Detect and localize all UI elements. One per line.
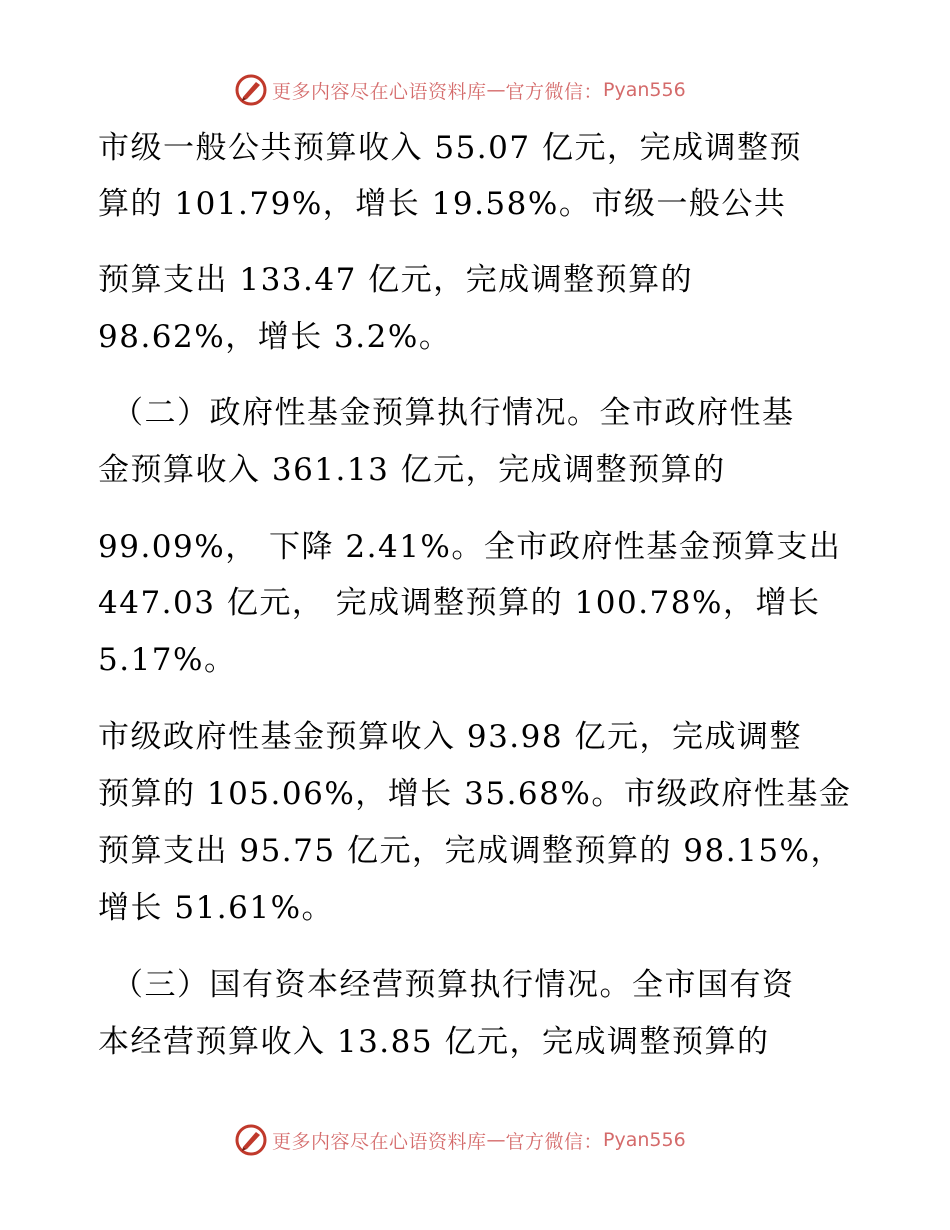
text-line-11: 预算的 105.06%，增长 35.68%。市级政府性基金 xyxy=(98,776,852,812)
header-banner-official: 官方微信： xyxy=(505,80,604,103)
text-line-5: （二）政府性基金预算执行情况。全市政府性基 xyxy=(112,395,795,431)
text-line-9: 5.17%。 xyxy=(98,642,237,678)
text-line-13: 增长 51.61%。 xyxy=(98,890,335,926)
text-line-7: 99.09%， 下降 2.41%。全市政府性基金预算支出 xyxy=(98,529,842,565)
footer-banner-text: 更多内容尽在心语资料库 xyxy=(272,1130,487,1153)
footer-banner-official: 官方微信： xyxy=(505,1130,604,1153)
text-line-12: 预算支出 95.75 亿元，完成调整预算的 98.15%， xyxy=(98,833,844,869)
header-banner-text: 更多内容尽在心语资料库 xyxy=(272,80,487,103)
footer-watermark xyxy=(234,1122,686,1158)
header-watermark xyxy=(234,72,686,108)
pen-logo-icon xyxy=(234,73,268,107)
text-line-6: 金预算收入 361.13 亿元，完成调整预算的 xyxy=(98,452,726,488)
text-line-2: 算的 101.79%，增长 19.58%。市级一般公共 xyxy=(98,186,787,222)
text-line-10: 市级政府性基金预算收入 93.98 亿元，完成调整 xyxy=(98,719,802,755)
pen-logo-icon xyxy=(234,1123,268,1157)
text-line-1: 市级一般公共预算收入 55.07 亿元，完成调整预 xyxy=(98,130,802,166)
footer-banner-separator: — xyxy=(486,1129,506,1151)
footer-banner-id: Pyan556 xyxy=(603,1129,686,1151)
header-banner-separator: — xyxy=(486,79,506,101)
text-line-15: 本经营预算收入 13.85 亿元，完成调整预算的 xyxy=(98,1024,770,1060)
text-line-4: 98.62%，增长 3.2%。 xyxy=(98,319,452,355)
text-line-8: 447.03 亿元， 完成调整预算的 100.78%，增长 xyxy=(98,585,821,621)
text-line-14: （三）国有资本经营预算执行情况。全市国有资 xyxy=(112,967,795,1003)
header-banner-id: Pyan556 xyxy=(603,79,686,101)
text-line-3: 预算支出 133.47 亿元，完成调整预算的 xyxy=(98,262,694,298)
